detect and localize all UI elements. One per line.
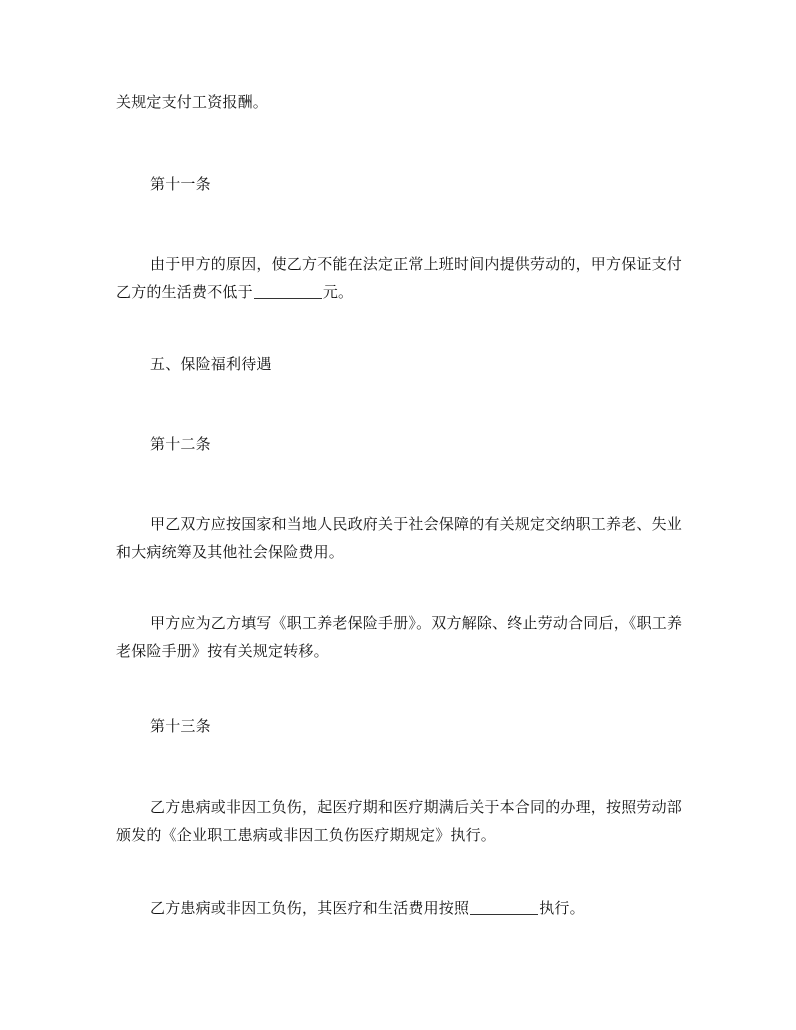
paragraph-text: 乙方患病或非因工负伤，其医疗和生活费用按照 [150, 899, 470, 917]
article-heading-13: 第十三条 [150, 717, 211, 735]
fill-in-blank [254, 283, 322, 299]
article-heading-12: 第十二条 [150, 435, 211, 453]
paragraph-medical-period: 乙方患病或非因工负伤，起医疗期和医疗期满后关于本合同的办理，按照劳动部颁发的《企业职工患病或非因工负伤医疗期规定》执行。 [116, 798, 683, 844]
paragraph-text-end: 执行。 [539, 899, 585, 917]
fill-in-blank [470, 899, 538, 915]
paragraph-medical-expenses [116, 894, 688, 922]
article-heading-11: 第十一条 [150, 175, 211, 193]
paragraph-text-end: 元。 [322, 283, 354, 301]
section-heading-insurance: 五、保险福利待遇 [150, 355, 272, 373]
paragraph-continuation: 关规定支付工资报酬。 [116, 93, 269, 111]
paragraph-social-insurance: 甲乙双方应按国家和当地人民政府关于社会保障的有关规定交纳职工养老、失业和大病统筹及其他社会保险费用。 [116, 515, 683, 561]
paragraph-pension-handbook: 甲方应为乙方填写《职工养老保险手册》。双方解除、终止劳动合同后，《职工养老保险手册》按有关规定转移。 [116, 614, 683, 660]
paragraph-text: 由于甲方的原因，使乙方不能在法定正常上班时间内提供劳动的，甲方保证支付乙方的生活费不低于 [116, 255, 683, 301]
paragraph-article-11 [116, 250, 688, 306]
